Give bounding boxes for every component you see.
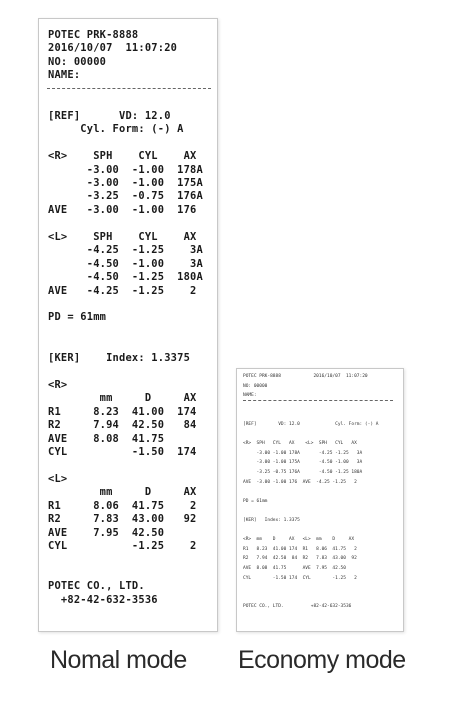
printout-line: mm D AX xyxy=(48,392,197,405)
printout-line: AVE 8.08 41.75 xyxy=(48,432,165,445)
printout-line: POTEC CO., LTD. xyxy=(48,580,145,593)
printout-line: NO: 00000 xyxy=(48,55,107,68)
printout-line: R1 8.23 41.00 174 R1 8.06 41.75 2 xyxy=(243,546,357,552)
printout-line: R2 7.94 42.50 84 xyxy=(48,419,197,432)
printout-line: CYL -1.25 2 xyxy=(48,540,197,553)
printout-line: AVE -4.25 -1.25 2 xyxy=(48,284,197,297)
printout-line: -3.25 -0.75 176A -4.50 -1.25 180A xyxy=(243,470,363,475)
printout-line: NAME: xyxy=(48,69,81,82)
normal-mode-caption: Nomal mode xyxy=(50,646,187,674)
separator-line xyxy=(47,88,211,89)
printout-line: -4.25 -1.25 3A xyxy=(48,244,203,257)
printout-line: AVE -3.00 -1.00 176 AVE -4.25 -1.25 2 xyxy=(243,479,357,485)
separator-line xyxy=(243,400,393,401)
printout-line: R1 8.23 41.00 174 xyxy=(48,405,197,418)
printout-line: -4.50 -1.00 3A xyxy=(48,257,203,270)
printout-line: [REF] VD: 12.0 xyxy=(48,109,171,122)
printout-line: +82-42-632-3536 xyxy=(48,593,158,606)
printout-line: POTEC PRK-8888 xyxy=(48,29,139,41)
printout-line: <R> SPH CYL AX <L> SPH CYL AX xyxy=(243,441,357,447)
printout-line: -3.25 -0.75 176A xyxy=(48,190,203,203)
printout-line: -4.50 -1.25 180A xyxy=(48,271,203,284)
printout-line: CYL -1.50 174 xyxy=(48,445,197,458)
printout-line: AVE 7.95 42.50 xyxy=(48,526,165,539)
printout-line: <R> SPH CYL AX xyxy=(48,150,197,163)
economy-mode-caption: Economy mode xyxy=(238,646,406,674)
printout-line: Cyl. Form: (-) A xyxy=(48,123,184,136)
printout-line: [REF] VD: 12.0 Cyl. Form: (-) A xyxy=(243,422,379,427)
printout-line: POTEC PRK-8888 2016/10/07 11:07:20 xyxy=(243,374,368,379)
printout-line: PD = 61mm xyxy=(243,498,268,504)
printout-line: R1 8.06 41.75 2 xyxy=(48,499,197,512)
printout-line: -3.00 -1.00 175A -4.50 -1.00 3A xyxy=(243,460,363,466)
printout-line: AVE -3.00 -1.00 176 xyxy=(48,203,197,216)
printout-line: NAME: xyxy=(243,393,257,399)
printout-line: -3.00 -1.00 178A -4.25 -1.25 3A xyxy=(243,450,363,456)
printout-line: R2 7.94 42.50 84 R2 7.83 43.00 92 xyxy=(243,556,357,562)
printout-line: <L> SPH CYL AX xyxy=(48,230,197,243)
printout-line: <R> mm D AX <L> mm D AX xyxy=(243,537,355,543)
printout-line: -3.00 -1.00 175A xyxy=(48,176,203,189)
printout-line: mm D AX xyxy=(48,486,197,499)
printout-line: <L> xyxy=(48,472,68,485)
economy-mode-printout xyxy=(236,368,404,632)
printout-line: NO: 00000 xyxy=(243,383,268,389)
normal-mode-printout xyxy=(38,18,218,632)
printout-line: CYL -1.50 174 CYL -1.25 2 xyxy=(243,575,357,581)
printout-line: <R> xyxy=(48,378,68,391)
printout-line: [KER] Index: 1.3375 xyxy=(48,351,191,364)
printout-line: [KER] Index: 1.3375 xyxy=(243,518,300,523)
printout-line: -3.00 -1.00 178A xyxy=(48,163,203,176)
printout-line: R2 7.83 43.00 92 xyxy=(48,513,197,526)
printout-line: POTEC CO., LTD. +82-42-632-3536 xyxy=(243,604,352,610)
printout-line: PD = 61mm xyxy=(48,311,107,324)
printout-line: 2016/10/07 11:07:20 xyxy=(48,42,178,55)
printout-line: AVE 8.08 41.75 AVE 7.95 42.50 xyxy=(243,566,346,571)
